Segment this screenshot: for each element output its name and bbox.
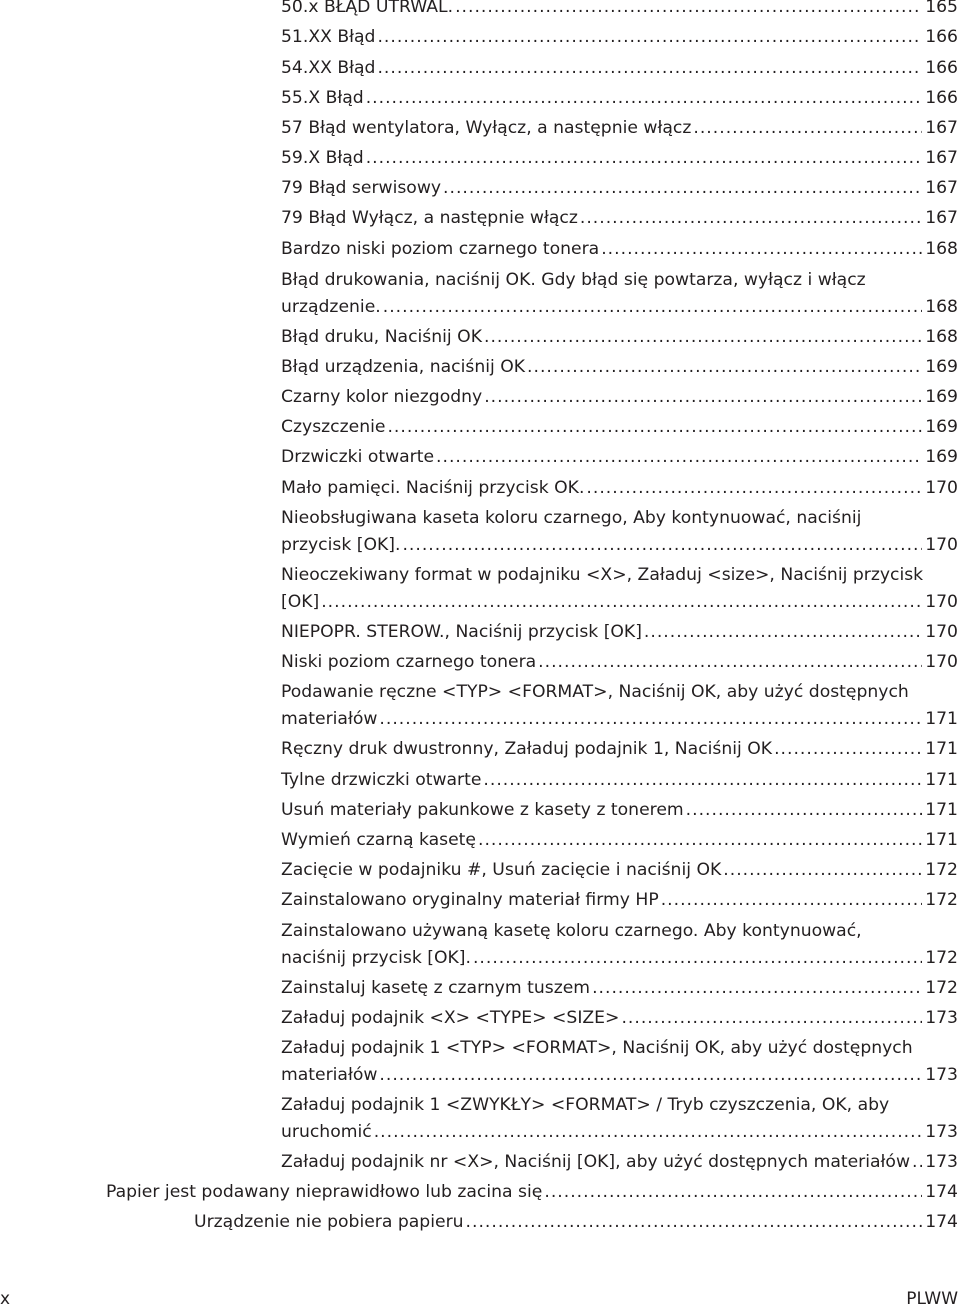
toc-entry-title: Załaduj podajnik <X> <TYPE> <SIZE> [281, 1008, 620, 1028]
toc-entry-title: 59.X Błąd [281, 148, 364, 168]
toc-entry[interactable] [281, 1149, 958, 1176]
toc-entry[interactable] [281, 797, 958, 824]
toc-entry[interactable] [281, 827, 958, 854]
dot-leader [366, 85, 922, 112]
toc-entry-title: Niski poziom czarnego tonera [281, 652, 537, 672]
dot-leader [379, 706, 922, 733]
dot-leader [366, 145, 922, 172]
toc-entry-title: przycisk [OK]. [281, 535, 401, 555]
toc-page-number: 167 [925, 148, 958, 168]
toc-page-number: 170 [925, 652, 958, 672]
dot-leader [693, 115, 922, 142]
toc-entry-title: Zainstalowano oryginalny materiał firmy HP [281, 890, 659, 910]
toc-entry[interactable] [281, 115, 958, 142]
toc-entry-title: 55.X Błąd [281, 88, 364, 108]
toc-entry-title: Wymień czarną kasetę [281, 830, 476, 850]
toc-entry-title: Czarny kolor niezgodny [281, 387, 483, 407]
toc-entry[interactable] [281, 145, 958, 172]
toc-page-number: 166 [925, 88, 958, 108]
toc-entry-title-line: Podawanie ręczne <TYP> <FORMAT>, Naciśnij OK, aby użyć dostępnych [281, 682, 909, 702]
toc-entry-title: Załaduj podajnik nr <X>, Naciśnij [OK], aby użyć dostępnych materiałów [281, 1152, 911, 1172]
toc-page-number: 167 [925, 178, 958, 198]
dot-leader [473, 945, 922, 972]
toc-page-number: 171 [925, 830, 958, 850]
dot-leader [621, 1005, 922, 1032]
dot-leader [321, 589, 922, 616]
toc-entry[interactable] [281, 85, 958, 112]
toc-page-number: 170 [925, 622, 958, 642]
dot-leader [383, 294, 922, 321]
toc-entry-title: 57 Błąd wentylatora, Wyłącz, a następnie włącz [281, 118, 692, 138]
toc-entry-title: Zacięcie w podajniku #, Usuń zacięcie i naciśnij OK [281, 860, 722, 880]
dot-leader [387, 414, 922, 441]
toc-page-number: 171 [925, 770, 958, 790]
dot-leader [483, 767, 922, 794]
toc-entry[interactable] [281, 55, 958, 82]
toc-entry-title: Czyszczenie [281, 417, 386, 437]
toc-entry[interactable] [281, 975, 958, 1002]
dot-leader [484, 324, 922, 351]
dot-leader [580, 205, 922, 232]
dot-leader [377, 24, 922, 51]
toc-page-number: 167 [925, 208, 958, 228]
toc-page-number: 169 [925, 357, 958, 377]
toc-page-number: 173 [925, 1152, 958, 1172]
toc-page-number: 166 [925, 58, 958, 78]
toc-entry[interactable] [281, 767, 958, 794]
toc-entry-title: Papier jest podawany nieprawidłowo lub zacina się [106, 1182, 543, 1202]
toc-entry-title-line: Załaduj podajnik 1 <TYP> <FORMAT>, Naciśnij OK, aby użyć dostępnych [281, 1038, 913, 1058]
toc-entry-title: NIEPOPR. STEROW., Naciśnij przycisk [OK] [281, 622, 642, 642]
toc-entry-title: Urządzenie nie pobiera papieru [194, 1212, 464, 1232]
toc-entry-title-line: Nieoczekiwany format w podajniku <X>, Załaduj <size>, Naciśnij przycisk [281, 565, 924, 585]
toc-page-number: 171 [925, 739, 958, 759]
toc-entry-title: Usuń materiały pakunkowe z kasety z tonerem [281, 800, 684, 820]
toc-page-number: 173 [925, 1122, 958, 1142]
toc-entry[interactable] [281, 1092, 958, 1146]
toc-page-number: 174 [925, 1182, 958, 1202]
toc-entry[interactable] [194, 1209, 958, 1236]
toc-entry-title: 51.XX Błąd [281, 27, 376, 47]
toc-entry-title-line: Błąd drukowania, naciśnij OK. Gdy błąd się powtarza, wyłącz i włącz [281, 270, 866, 290]
dot-leader [374, 1119, 923, 1146]
toc-entry[interactable] [281, 857, 958, 884]
dot-leader [466, 1209, 923, 1236]
toc-entry-title: uruchomić [281, 1122, 372, 1142]
toc-entry[interactable] [281, 384, 958, 411]
toc-entry-title: 79 Błąd Wyłącz, a następnie włącz [281, 208, 578, 228]
toc-entry[interactable] [281, 619, 958, 646]
dot-leader [774, 736, 922, 763]
toc-page-number: 167 [925, 118, 958, 138]
toc-entry[interactable] [281, 505, 958, 559]
toc-entry[interactable] [281, 175, 958, 202]
toc-page-number: 169 [925, 417, 958, 437]
toc-page-number: 169 [925, 447, 958, 467]
toc-entry[interactable] [281, 354, 958, 381]
dot-leader [527, 354, 922, 381]
dot-leader [478, 827, 922, 854]
toc-entry-title: urządzenie. [281, 297, 381, 317]
toc-page-number: 168 [925, 297, 958, 317]
toc-entry-title: materiałów [281, 1065, 378, 1085]
toc-entry[interactable] [281, 24, 958, 51]
toc-entry-title: Drzwiczki otwarte [281, 447, 435, 467]
toc-entry-title: 54.XX Błąd [281, 58, 376, 78]
dot-leader [644, 619, 922, 646]
toc-entry[interactable] [281, 205, 958, 232]
toc-entry-title: 79 Błąd serwisowy [281, 178, 442, 198]
toc-entry[interactable] [281, 0, 958, 21]
toc-entry[interactable] [281, 649, 958, 676]
dot-leader [402, 532, 922, 559]
toc-entry[interactable] [281, 444, 958, 471]
toc-entry[interactable] [281, 887, 958, 914]
toc-entry[interactable] [281, 918, 958, 972]
toc-page-number: 169 [925, 387, 958, 407]
toc-entry-title-line: Załaduj podajnik 1 <ZWYKŁY> <FORMAT> / Tryb czyszczenia, OK, aby [281, 1095, 890, 1115]
toc-entry-title: Ręczny druk dwustronny, Załaduj podajnik 1, Naciśnij OK [281, 739, 773, 759]
toc-page-number: 172 [925, 890, 958, 910]
dot-leader [455, 0, 922, 21]
dot-leader [723, 857, 922, 884]
dot-leader [436, 444, 922, 471]
toc-entry[interactable] [281, 475, 958, 502]
page-number-footer: x [0, 1289, 11, 1309]
toc-page-number: 171 [925, 709, 958, 729]
toc-entry[interactable] [281, 1005, 958, 1032]
toc-entry[interactable] [106, 1179, 958, 1206]
toc-entry[interactable] [281, 414, 958, 441]
dot-leader [544, 1179, 922, 1206]
dot-leader [592, 975, 922, 1002]
toc-entry-title: Bardzo niski poziom czarnego tonera [281, 239, 600, 259]
toc-entry[interactable] [281, 267, 958, 321]
toc-entry[interactable] [281, 562, 958, 616]
dot-leader [538, 649, 922, 676]
toc-entry-title-line: Zainstalowano używaną kasetę koloru czarnego. Aby kontynuować, [281, 921, 862, 941]
toc-entry[interactable] [281, 679, 958, 733]
toc-entry-title: naciśnij przycisk [OK]. [281, 948, 471, 968]
toc-page-number: 171 [925, 800, 958, 820]
dot-leader [661, 887, 922, 914]
dot-leader [379, 1062, 922, 1089]
dot-leader [484, 384, 922, 411]
toc-page-number: 172 [925, 860, 958, 880]
toc-page-number: 174 [925, 1212, 958, 1232]
toc-entry[interactable] [281, 736, 958, 763]
dot-leader [377, 55, 922, 82]
language-code-footer: PLWW [906, 1289, 958, 1309]
toc-entry-title: Mało pamięci. Naciśnij przycisk OK. [281, 478, 585, 498]
toc-page-number: 170 [925, 592, 958, 612]
toc-page-number: 170 [925, 478, 958, 498]
toc-entry-title: Błąd druku, Naciśnij OK [281, 327, 482, 347]
toc-entry[interactable] [281, 1035, 958, 1089]
toc-page-number: 173 [925, 1065, 958, 1085]
dot-leader [586, 475, 922, 502]
toc-entry-title: Tylne drzwiczki otwarte [281, 770, 482, 790]
toc-page-number: 168 [925, 327, 958, 347]
dot-leader [912, 1149, 922, 1176]
toc-entry[interactable] [281, 324, 958, 351]
toc-page-number: 168 [925, 239, 958, 259]
toc-entry[interactable] [281, 236, 958, 263]
toc-entry-title: [OK] [281, 592, 320, 612]
toc-page-number: 166 [925, 27, 958, 47]
toc-entry-title-line: Nieobsługiwana kaseta koloru czarnego, Aby kontynuować, naciśnij [281, 508, 862, 528]
toc-page-number: 173 [925, 1008, 958, 1028]
toc-entry-title: 50.x BŁĄD UTRWAL. [281, 0, 454, 17]
toc-page-number: 170 [925, 535, 958, 555]
toc-page-number: 165 [925, 0, 958, 17]
dot-leader [443, 175, 922, 202]
toc-entry-title: Błąd urządzenia, naciśnij OK [281, 357, 526, 377]
toc-entry-title: materiałów [281, 709, 378, 729]
toc-entry-title: Zainstaluj kasetę z czarnym tuszem [281, 978, 591, 998]
dot-leader [601, 236, 922, 263]
toc-page-number: 172 [925, 948, 958, 968]
dot-leader [686, 797, 923, 824]
toc-page-number: 172 [925, 978, 958, 998]
